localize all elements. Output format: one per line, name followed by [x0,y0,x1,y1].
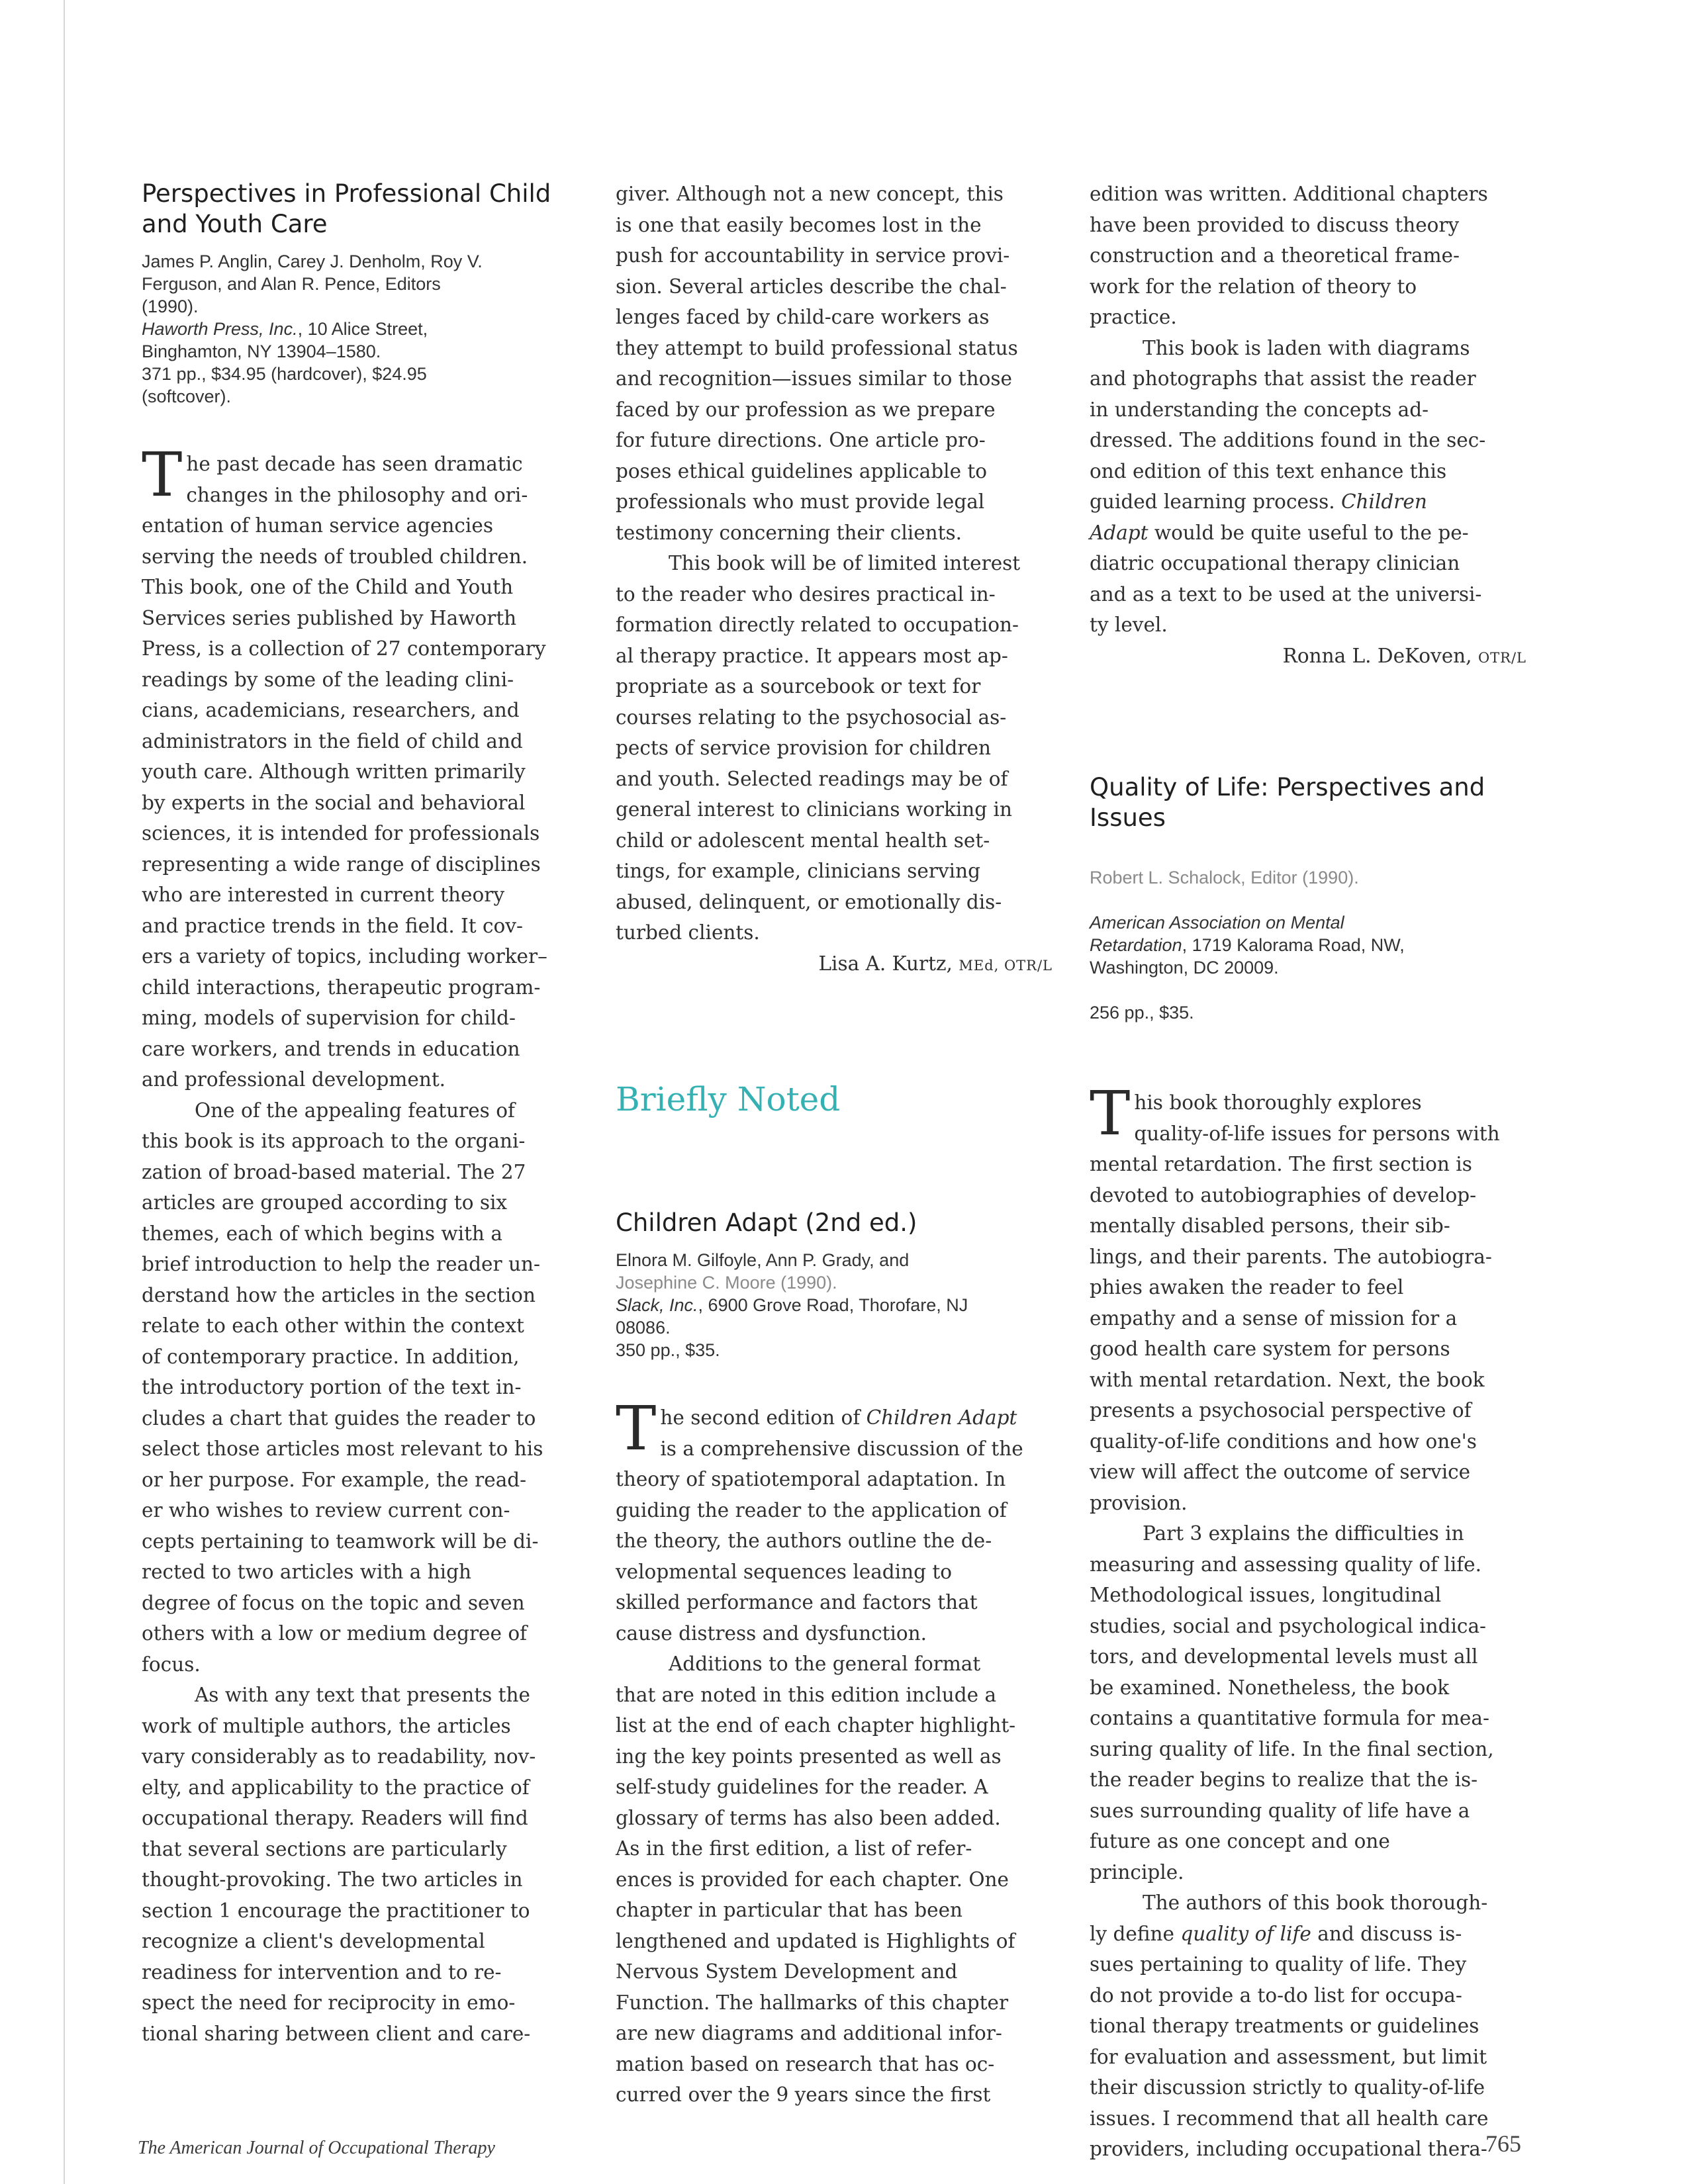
body-paragraph: giver. Although not a new concept, this is one that easily becomes lost in the push for accountability in service provi- sion. Several articles describe the chal- lenges faced by child-care workers as they attempt to build professional status and recognition—issues similar to those faced by our profession as we prepare for future directions. One article pro- poses ethical guidelines applicable to professionals who must provide legal testimony concerning their clients. [616,183,1018,544]
review-editors: Elnora M. Gilfoyle, Ann P. Grady, and [616,1250,910,1270]
review-bibliographic-info [1090,844,1526,1046]
review-body [1090,1078,1526,2165]
term-italic: quality of life [1180,1922,1311,1945]
review-publisher: Slack, Inc. [616,1295,698,1315]
body-paragraph [1090,1888,1526,2165]
column-3 [1090,179,1526,2165]
body-paragraph: Additions to the general format that are noted in this edition include a list at the end of each chapter highlight- ing the key points presented as well as self-study guidelines for the reader. A glossary of terms has also been added. As in the first edition, a list of refer- ences is provided for each chapter. One chapter in particular that has been lengthened and updated is Highlights of Nervous System Development and Function. The hallmarks of this chapter are new diagrams and additional infor- mation based on research that has oc- curred over the 9 years since the first [616,1653,1016,2106]
review-title: Quality of Life: Perspectives and Issues [1090,773,1485,832]
review-price: 371 pp., $34.95 (hardcover), $24.95 [142,364,427,384]
review-address: , 6900 Grove Road, Thorofare, NJ [698,1295,968,1315]
review-address: , 1719 Kalorama Road, NW, [1182,935,1405,955]
body-paragraph: As with any text that presents the work of multiple authors, the articles vary considerably as to readability, nov- elty, and applicability to the practice of occupational therapy. Readers will find that several sections are particularly thought-provoking. The two articles in section 1 encourage the practitioner to recognize a client's developmental readiness for intervention and to re- spect the need for reciprocity in emo- tional sharing between client and care- [142,1684,536,2045]
drop-cap: T [1090,1078,1131,1149]
review-address: Washington, DC 20009. [1090,958,1279,978]
book-title-italic: Children Adapt [1090,490,1427,544]
review-body [142,439,579,2049]
page-edge-line [64,0,65,2184]
review-body-continued [1090,179,1526,673]
review-editors: James P. Anglin, Carey J. Denholm, Roy V. [142,251,483,271]
paragraph-text: would be quite useful to the pe- diatric occupational therapy clinician and as a text to be used at the universi- ty level. [1090,521,1482,636]
review-address: , 10 Alice Street, [297,319,428,339]
review-bibliographic-info [142,250,579,408]
review-year: (1990). [142,296,199,316]
review-editors: Ferguson, and Alan R. Pence, Editors [142,274,441,294]
review-address: 08086. [616,1318,671,1338]
paragraph-text: This book is laden with diagrams and photographs that assist the reader in understanding the concepts ad- dressed. The additions found in the sec- ond edition of this text enhance this guided learning process. [1090,336,1486,513]
drop-cap: T [142,439,183,510]
body-paragraph: edition was written. Additional chapters have been provided to discuss theory construction and a theoretical frame- work for the relation of theory to practice. [1090,183,1488,328]
body-paragraph [142,439,579,1095]
review-body [616,1393,1053,2111]
body-paragraph [616,1393,1053,1649]
paragraph-text: and discuss is- sues pertaining to quality of life. They do not provide a to-do list for occupa- tional therapy treatments or guidelines for evaluation and assessment, but limit their discussion strictly to quality-of-life issues. I recommend that all health care providers, including occupational thera- [1090,1922,1489,2160]
review-publisher-line [616,1294,1053,1316]
column-2 [616,179,1053,2111]
journal-name-footer: The American Journal of Occupational Therapy [138,2138,495,2158]
body-paragraph: One of the appealing features of this book is its approach to the organi- zation of broad-based material. The 27 articles are grouped according to six themes, each of which begins with a brief introduction to help the reader un- derstand how the articles in the section relate to each other within the context of contemporary practice. In addition, the introductory portion of the text in- cludes a chart that guides the reader to select those articles most relevant to his or her purpose. For example, the read- er who wishes to review current con- cepts pertaining to teamwork will be di- rected to two articles with a high degree of focus on the topic and seven others with a low or medium degree of focus. [142,1099,543,1676]
review-title: Children Adapt (2nd ed.) [616,1208,917,1237]
reviewer-credentials: MEd, OTR/L [959,957,1053,974]
review-title: Perspectives in Professional Child and Youth Care [142,179,551,238]
reviewer-credentials: OTR/L [1477,649,1526,666]
review-address: Binghamton, NY 13904–1580. [142,341,381,361]
reviewer-signature [616,948,1053,981]
book-title-italic: Children Adapt [866,1406,1017,1429]
paragraph-text: is a comprehensive discussion of the theory of spatiotemporal adaptation. In guiding the reader to the application of the theory, the authors outline the de- velopmental sequences leading to skilled performance and factors that cause distress and dysfunction. [616,1437,1023,1645]
paragraph-text: he past decade has seen dramatic changes in the philosophy and ori- entation of human service agencies serving the needs of troubled children. This book, one of the Child and Youth Services series published by Haworth Press, is a collection of 27 contemporary readings by some of the leading clini- cians, academicians, researchers, and administrators in the field of child and youth care. Although written primarily by experts in the social and behavioral sciences, it is intended for professionals representing a wide range of disciplines who are interested in current theory and practice trends in the field. It cov- ers a variety of topics, including worker– child interactions, therapeutic program- ming, models of supervision for child- care workers, and trends in education and professional development. [142,453,547,1091]
paragraph-text: he second edition of [660,1406,867,1429]
body-paragraph [1090,1078,1526,1518]
body-paragraph [1090,333,1526,641]
page-number: 765 [1485,2130,1521,2157]
column-1 [142,179,579,2049]
review-price: 350 pp., $35. [616,1340,720,1360]
paragraph-text: The authors of this book thorough- ly define [1090,1891,1488,1945]
review-publisher-line [142,318,579,340]
section-heading: Briefly Noted [616,1080,841,1118]
review-publisher: Haworth Press, Inc. [142,319,298,339]
body-paragraph: This book will be of limited interest to the reader who desires practical in- formation directly related to occupation- al therapy practice. It appears most ap- propriate as a sourcebook or text for courses relating to the psychosocial as- pects of service provision for children and youth. Selected readings may be of general interest to clinicians working in child or adolescent mental health set- tings, for example, clinicians serving abused, delinquent, or emotionally dis- turbed clients. [616,552,1021,944]
paragraph-text: his book thoroughly explores quality-of-life issues for persons with mental retardation. The first section is devoted to autobiographies of develop- mentally disabled persons, their sib- lings, and their parents. The autobiogra- phies awaken the reader to feel empathy and a sense of mission for a good health care system for persons with mental retardation. Next, the book presents a psychosocial perspective of quality-of-life conditions and how one's view will affect the outcome of service provision. [1090,1091,1500,1514]
body-paragraph: Part 3 explains the difficulties in measuring and assessing quality of life. Methodological issues, longitudinal studies, social and psychological indica- tors, and developmental levels must all be examined. Nonetheless, the book contains a quantitative formula for mea- suring quality of life. In the final section, the reader begins to realize that the is- sues surrounding quality of life have a future as one concept and one principle. [1090,1522,1494,1884]
review-body-continued [616,179,1053,981]
reviewer-signature [1090,641,1526,674]
review-bibliographic-info [616,1249,1053,1361]
review-price: 256 pp., $35. [1090,1003,1194,1023]
review-editors: Robert L. Schalock, Editor (1990). [1090,868,1359,887]
review-editors: Josephine C. Moore (1990). [616,1273,837,1293]
reviewer-name: Lisa A. Kurtz, [818,952,959,975]
review-price: (softcover). [142,387,232,406]
drop-cap: T [616,1393,657,1464]
review-publisher: American Association on Mental Retardation [1090,913,1344,955]
reviewer-name: Ronna L. DeKoven, [1282,644,1478,667]
